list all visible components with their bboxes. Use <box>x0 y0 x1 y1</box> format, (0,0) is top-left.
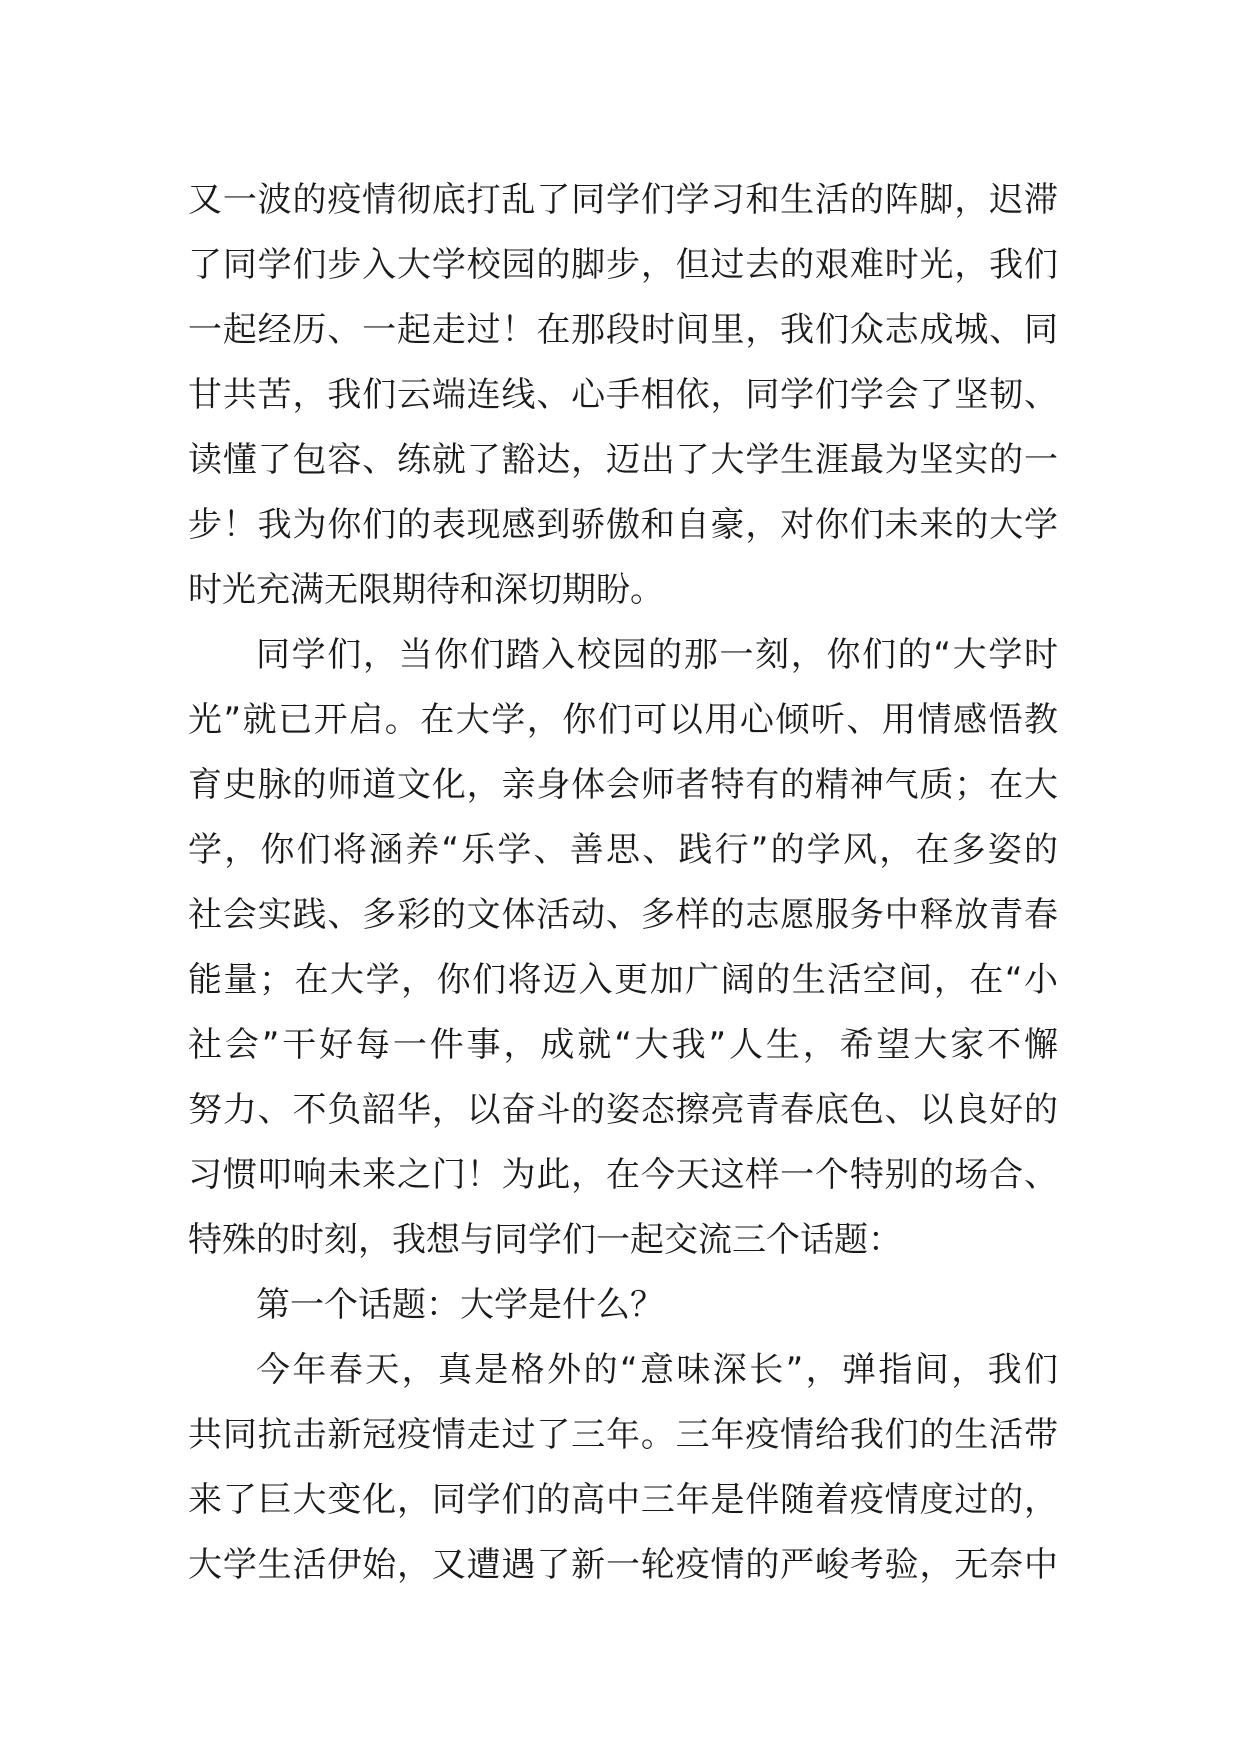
text-line: 学，你们将涵养“乐学、善思、践行”的学风，在多姿的 <box>188 830 1058 870</box>
text-line: 读懂了包容、练就了豁达，迈出了大学生涯最为坚实的一 <box>188 440 1058 480</box>
text-line: 大学生活伊始，又遭遇了新一轮疫情的严峻考验，无奈中 <box>188 1545 1058 1585</box>
text-line: 今年春天，真是格外的“意味深长”，弹指间，我们 <box>256 1350 1058 1390</box>
text-line: 社会”干好每一件事，成就“大我”人生，希望大家不懈 <box>188 1025 1058 1065</box>
body-text <box>188 168 1058 1598</box>
section-heading: 第一个话题：大学是什么？ <box>256 1285 664 1325</box>
text-line: 一起经历、一起走过！在那段时间里，我们众志成城、同 <box>188 310 1058 350</box>
text-line: 又一波的疫情彻底打乱了同学们学习和生活的阵脚，迟滞 <box>188 180 1058 220</box>
text-line: 步！我为你们的表现感到骄傲和自豪，对你们未来的大学 <box>188 505 1058 545</box>
text-line: 习惯叩响未来之门！为此，在今天这样一个特别的场合、 <box>188 1155 1058 1195</box>
text-line: 来了巨大变化，同学们的高中三年是伴随着疫情度过的， <box>188 1480 1058 1520</box>
text-line: 能量；在大学，你们将迈入更加广阔的生活空间，在“小 <box>188 960 1058 1000</box>
text-line: 了同学们步入大学校园的脚步，但过去的艰难时光，我们 <box>188 245 1058 285</box>
text-line: 时光充满无限期待和深切期盼。 <box>188 570 664 610</box>
text-line: 同学们，当你们踏入校园的那一刻，你们的“大学时 <box>256 635 1058 675</box>
text-line: 努力、不负韶华，以奋斗的姿态擦亮青春底色、以良好的 <box>188 1090 1058 1130</box>
text-line: 育史脉的师道文化，亲身体会师者特有的精神气质；在大 <box>188 765 1058 805</box>
text-line: 共同抗击新冠疫情走过了三年。三年疫情给我们的生活带 <box>188 1415 1058 1455</box>
text-line: 特殊的时刻，我想与同学们一起交流三个话题： <box>188 1220 902 1260</box>
text-line: 社会实践、多彩的文体活动、多样的志愿服务中释放青春 <box>188 895 1058 935</box>
text-line: 甘共苦，我们云端连线、心手相依，同学们学会了坚韧、 <box>188 375 1058 415</box>
text-line: 光”就已开启。在大学，你们可以用心倾听、用情感悟教 <box>188 700 1058 740</box>
